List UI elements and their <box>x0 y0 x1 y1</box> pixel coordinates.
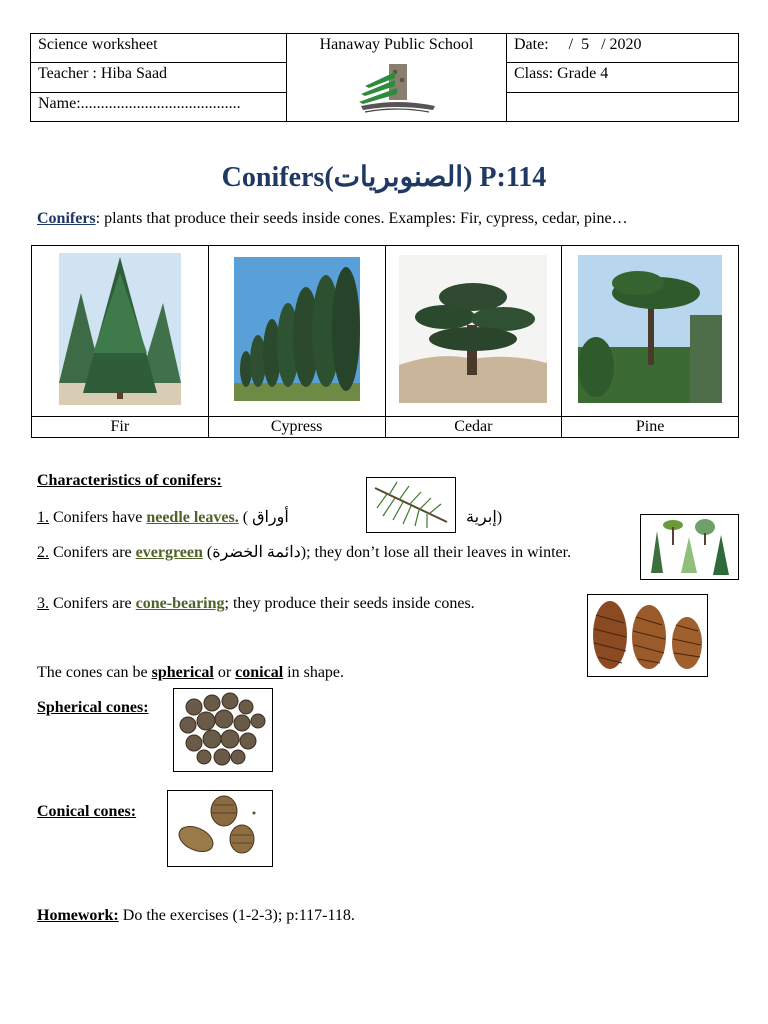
homework-text: Do the exercises (1-2-3); p:117-118. <box>118 907 355 924</box>
evergreen-term: evergreen <box>135 544 203 561</box>
characteristics-heading: Characteristics of conifers: <box>37 472 222 489</box>
pine-image-cell <box>562 246 739 417</box>
subject-cell: Science worksheet <box>31 34 287 63</box>
definition-text: : plants that produce their seeds inside cones. Examples: Fir, cypress, cedar, pine… <box>95 210 628 227</box>
date-cell: Date: / 5 / 2020 <box>507 34 739 63</box>
characteristic-3: 3. Conifers are cone-bearing; they produce their seeds inside cones. <box>37 595 475 612</box>
spherical-cones-image-frame <box>173 688 273 772</box>
spherical-term: spherical <box>151 664 214 681</box>
pine-cones-image <box>588 595 707 676</box>
homework-label: Homework: <box>37 907 119 924</box>
tree-label-fir: Fir <box>32 417 209 438</box>
tree-label-cedar: Cedar <box>385 417 562 438</box>
conical-cones-image-frame <box>167 790 273 867</box>
cedar-tree-image <box>399 255 547 403</box>
cypress-image-cell <box>208 246 385 417</box>
arabic-needle-word: إبرية) <box>466 509 503 526</box>
evergreen-image-frame <box>640 514 739 580</box>
conical-cones-label: Conical cones: <box>37 803 137 820</box>
class-cell: Class: Grade 4 <box>507 63 739 92</box>
empty-cell <box>507 92 739 121</box>
cones-image-frame <box>587 594 708 677</box>
school-cell <box>287 34 507 122</box>
pine-tree-image <box>578 255 722 403</box>
definition <box>37 210 628 228</box>
characteristic-2: 2. Conifers are evergreen (دائمة الخضرة); they don’t lose all their leaves in winter. <box>37 544 572 561</box>
homework <box>37 907 355 925</box>
trees-table <box>31 245 739 438</box>
spherical-cones-image <box>174 689 272 771</box>
name-field[interactable]: Name:........................................ <box>31 92 287 121</box>
teacher-cell: Teacher : Hiba Saad <box>31 63 287 92</box>
cone-shapes-text: The cones can be spherical or conical in shape. <box>37 664 345 681</box>
school-name: Hanaway Public School <box>319 36 474 53</box>
page-title: Conifers(الصنوبريات) P:114 <box>221 162 547 193</box>
needle-leaves-term: needle leaves. <box>146 509 239 526</box>
school-logo-icon <box>355 60 439 118</box>
conical-cones-image <box>168 791 272 866</box>
needle-leaves-image <box>367 478 455 532</box>
tree-label-cypress: Cypress <box>208 417 385 438</box>
spherical-cones-label: Spherical cones: <box>37 699 149 716</box>
characteristic-1: 1. Conifers have needle leaves. ( أوراق <box>37 509 289 526</box>
fir-image-cell <box>32 246 209 417</box>
tree-label-pine: Pine <box>562 417 739 438</box>
needle-leaf-image-frame <box>366 477 456 533</box>
cypress-tree-image <box>234 257 360 401</box>
fir-tree-image <box>59 253 181 405</box>
definition-term: Conifers <box>37 210 96 227</box>
evergreen-trees-image <box>641 515 738 579</box>
cone-bearing-term: cone-bearing <box>135 595 225 612</box>
header-table <box>30 33 739 122</box>
conical-term: conical <box>235 664 284 681</box>
cedar-image-cell <box>385 246 562 417</box>
